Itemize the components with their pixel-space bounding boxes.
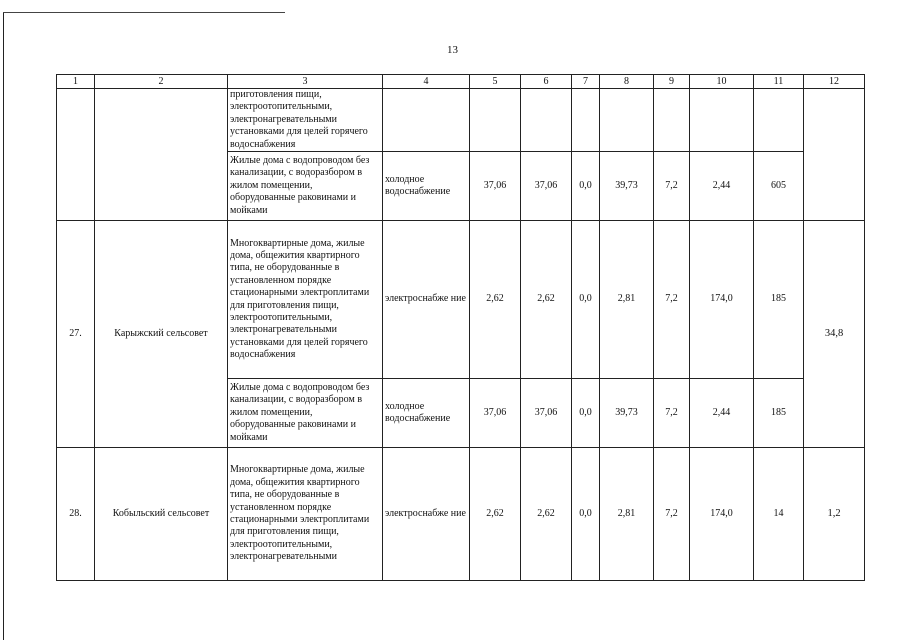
- value-col10: 174,0: [690, 448, 754, 581]
- header-cell: 1: [57, 75, 95, 89]
- row-number: [57, 89, 95, 221]
- value-col6: 2,62: [521, 448, 572, 581]
- service-type: [383, 89, 470, 152]
- table-row: [57, 221, 865, 379]
- value-col11: [754, 89, 804, 152]
- settlement-name: [95, 89, 228, 221]
- value-col8: 2,81: [600, 448, 654, 581]
- tariff-table: [56, 74, 865, 581]
- service-type: электроснабже ние: [383, 448, 470, 581]
- housing-description: Жилые дома с водопроводом без канализации, с водоразбором в жилом помещении, оборудованные раковинами и мойками: [228, 379, 383, 448]
- settlement-name: Карыжский сельсовет: [95, 221, 228, 448]
- value-col5: 37,06: [470, 379, 521, 448]
- value-col10: 2,44: [690, 379, 754, 448]
- housing-description: Жилые дома с водопроводом без канализации, с водоразбором в жилом помещении, оборудованные раковинами и мойками: [228, 152, 383, 221]
- housing-description: Многоквартирные дома, жилые дома, общежития квартирного типа, не оборудованные в установленном порядке стационарными электроплитами для приготовления пищи, электроотопительными, электронагревательными установками для целей горячего водоснабжения: [228, 221, 383, 379]
- header-cell: 9: [654, 75, 690, 89]
- value-col9: 7,2: [654, 379, 690, 448]
- value-col11: 605: [754, 152, 804, 221]
- value-col6: 2,62: [521, 221, 572, 379]
- value-col7: 0,0: [572, 221, 600, 379]
- header-cell: 10: [690, 75, 754, 89]
- header-cell: 11: [754, 75, 804, 89]
- table-row: [57, 448, 865, 581]
- value-col8: 2,81: [600, 221, 654, 379]
- header-row: [57, 75, 865, 89]
- row-total: 1,2: [804, 448, 865, 581]
- settlement-name: Кобыльский сельсовет: [95, 448, 228, 581]
- value-col10: 2,44: [690, 152, 754, 221]
- value-col6: 37,06: [521, 152, 572, 221]
- value-col10: [690, 89, 754, 152]
- value-col5: [470, 89, 521, 152]
- value-col9: 7,2: [654, 448, 690, 581]
- housing-description: Многоквартирные дома, жилые дома, общежития квартирного типа, не оборудованные в установленном порядке стационарными электроплитами для приготовления пищи, электроотопительными, электронагревательными: [228, 448, 383, 581]
- header-cell: 2: [95, 75, 228, 89]
- value-col7: 0,0: [572, 152, 600, 221]
- value-col8: [600, 89, 654, 152]
- header-cell: 5: [470, 75, 521, 89]
- header-cell: 7: [572, 75, 600, 89]
- service-type: холодное водоснабжение: [383, 379, 470, 448]
- value-col5: 2,62: [470, 221, 521, 379]
- table-row: [57, 89, 865, 152]
- value-col9: [654, 89, 690, 152]
- value-col8: 39,73: [600, 379, 654, 448]
- value-col9: 7,2: [654, 221, 690, 379]
- page-left-border: [3, 12, 4, 640]
- service-type: электроснабже ние: [383, 221, 470, 379]
- row-total: [804, 89, 865, 221]
- service-type: холодное водоснабжение: [383, 152, 470, 221]
- row-number: 27.: [57, 221, 95, 448]
- row-number: 28.: [57, 448, 95, 581]
- page-top-border: [3, 12, 285, 13]
- header-cell: 4: [383, 75, 470, 89]
- header-cell: 6: [521, 75, 572, 89]
- value-col11: 185: [754, 379, 804, 448]
- value-col11: 185: [754, 221, 804, 379]
- value-col9: 7,2: [654, 152, 690, 221]
- value-col7: 0,0: [572, 379, 600, 448]
- value-col7: 0,0: [572, 448, 600, 581]
- value-col6: 37,06: [521, 379, 572, 448]
- value-col5: 37,06: [470, 152, 521, 221]
- header-cell: 8: [600, 75, 654, 89]
- housing-description: приготовления пищи, электроотопительными, электронагревательными установками для целей горячего водоснабжения: [228, 89, 383, 152]
- value-col8: 39,73: [600, 152, 654, 221]
- value-col7: [572, 89, 600, 152]
- value-col6: [521, 89, 572, 152]
- value-col11: 14: [754, 448, 804, 581]
- row-total: 34,8: [804, 221, 865, 448]
- page-number: 13: [447, 44, 458, 56]
- value-col5: 2,62: [470, 448, 521, 581]
- value-col10: 174,0: [690, 221, 754, 379]
- header-cell: 3: [228, 75, 383, 89]
- header-cell: 12: [804, 75, 865, 89]
